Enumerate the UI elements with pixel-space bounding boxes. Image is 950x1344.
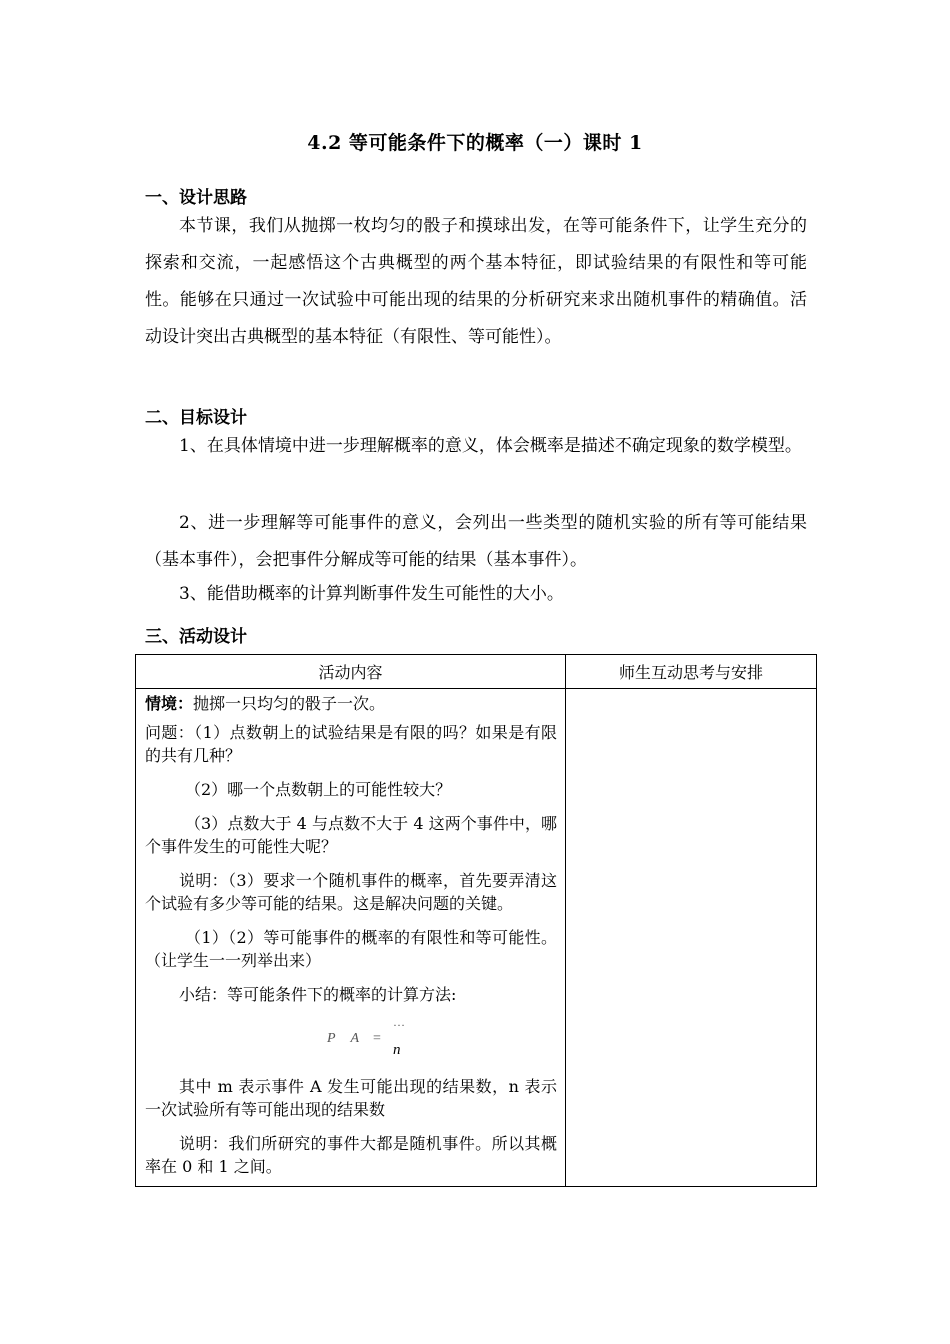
formula-equals: = bbox=[373, 1031, 381, 1046]
formula-lhs: P A bbox=[327, 1031, 366, 1046]
note-3: 说明：我们所研究的事件大都是随机事件。所以其概率在 0 和 1 之间。 bbox=[145, 1134, 557, 1176]
situation-label: 情境： bbox=[145, 694, 194, 713]
question-3: （3）点数大于 4 与点数不大于 4 这两个事件中，哪个事件发生的可能性大呢？ bbox=[145, 814, 557, 856]
section-heading-design-idea: 一、设计思路 bbox=[145, 188, 247, 208]
summary-line: 小结：等可能条件下的概率的计算方法: bbox=[179, 985, 457, 1004]
section-heading-goals: 二、目标设计 bbox=[145, 408, 247, 428]
goal-item-2: 2、进一步理解等可能事件的意义，会列出一些类型的随机实验的所有等可能结果（基本事件），会把事件分解成等可能的结果（基本事件）。 bbox=[145, 513, 807, 570]
question-2: （2）哪一个点数朝上的可能性较大？ bbox=[185, 780, 452, 799]
formula-explanation: 其中 m 表示事件 A 发生可能出现的结果数，n 表示一次试验所有等可能出现的结果数 bbox=[145, 1077, 557, 1119]
formula-numerator: … bbox=[393, 1015, 405, 1029]
activity-table bbox=[135, 654, 817, 1187]
note-1: 说明：（3）要求一个随机事件的概率，首先要弄清这个试验有多少等可能的结果。这是解决问题的关键。 bbox=[145, 871, 557, 913]
formula-denominator: n bbox=[393, 1042, 401, 1058]
goal-item-3: 3、能借助概率的计算判断事件发生可能性的大小。 bbox=[179, 584, 564, 604]
situation-text: 抛掷一只均匀的骰子一次。 bbox=[193, 694, 386, 713]
interaction-cell bbox=[566, 689, 817, 1187]
design-idea-paragraph: 本节课，我们从抛掷一枚均匀的骰子和摸球出发，在等可能条件下，让学生充分的探索和交流，一起感悟这个古典概型的两个基本特征，即试验结果的有限性和等可能性。能够在只通过一次试验中可能出现的结果的分析研究来求出随机事件的精确值。活动设计突出古典概型的基本特征（有限性、等可能性）。 bbox=[145, 216, 807, 347]
activity-content-cell bbox=[136, 689, 566, 1187]
note-2: （1）（2）等可能事件的概率的有限性和等可能性。（让学生一一列举出来） bbox=[145, 928, 557, 970]
column-header-activity-content: 活动内容 bbox=[136, 655, 566, 689]
table-header-row bbox=[136, 655, 817, 689]
page-title: 4.2 等可能条件下的概率（一）课时 1 bbox=[307, 132, 643, 154]
column-header-interaction: 师生互动思考与安排 bbox=[566, 655, 817, 689]
question-1: 问题：（1）点数朝上的试验结果是有限的吗？如果是有限的共有几种？ bbox=[145, 723, 557, 765]
table-row bbox=[136, 689, 817, 1187]
goal-item-1: 1、在具体情境中进一步理解概率的意义，体会概率是描述不确定现象的数学模型。 bbox=[179, 436, 802, 456]
section-heading-activity: 三、活动设计 bbox=[145, 627, 247, 647]
probability-formula bbox=[145, 1017, 557, 1063]
situation-line bbox=[145, 692, 557, 715]
